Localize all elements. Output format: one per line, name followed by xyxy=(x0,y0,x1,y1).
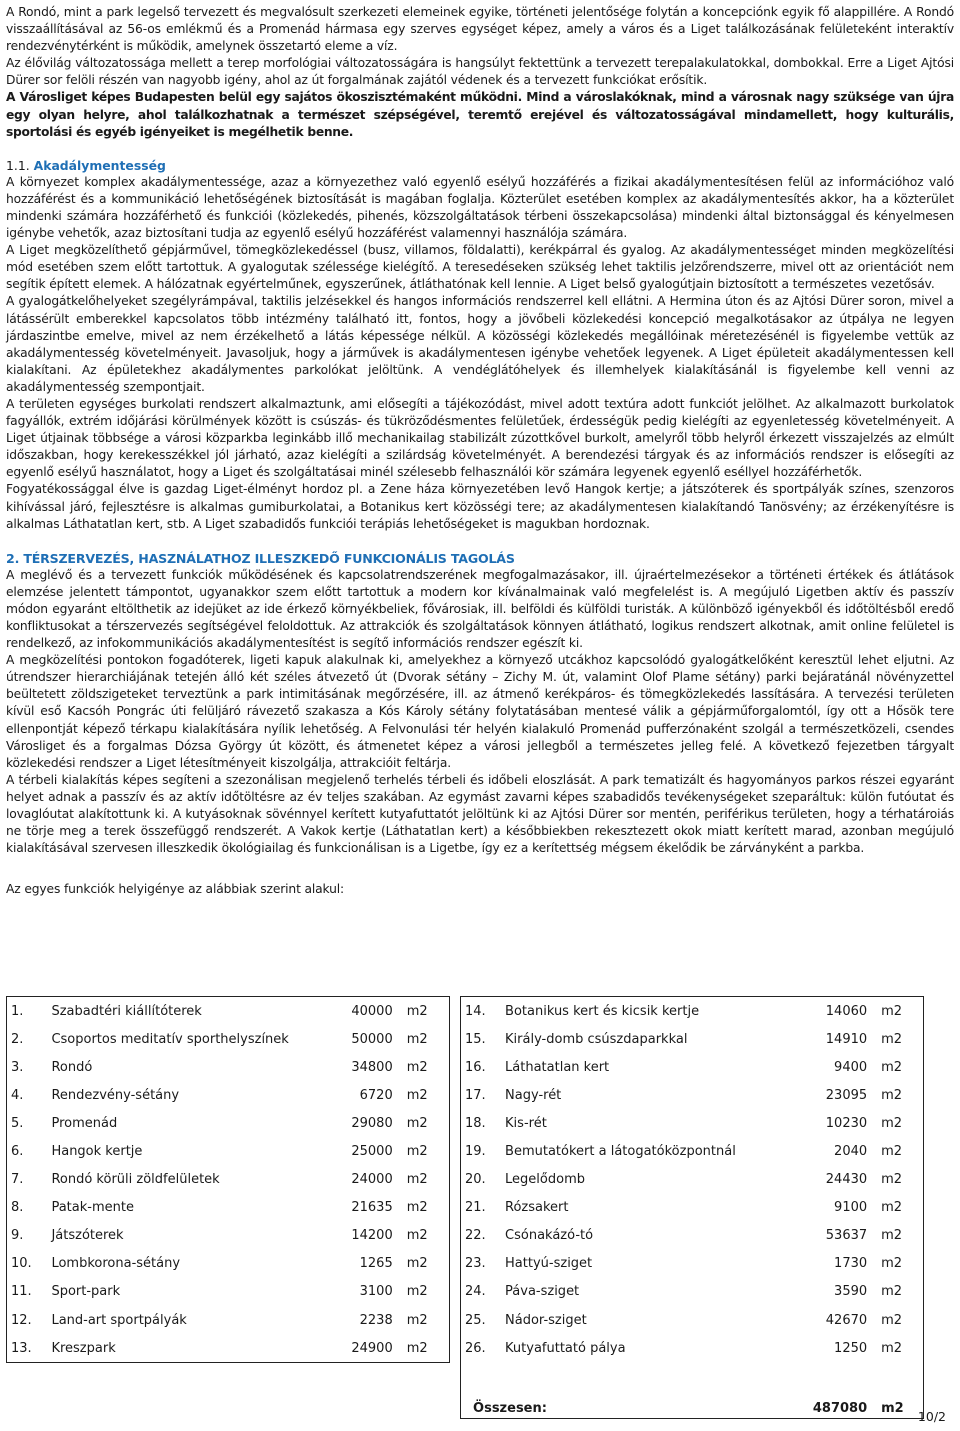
row-value: 3100 xyxy=(359,1284,393,1300)
row-value: 1265 xyxy=(359,1256,393,1272)
row-value: 50000 xyxy=(351,1031,393,1047)
row-unit: m2 xyxy=(406,1115,428,1131)
row-unit: m2 xyxy=(881,1003,903,1019)
row-name: Rendezvény-sétány xyxy=(51,1087,180,1103)
row-value: 6720 xyxy=(359,1087,393,1103)
row-index: 16. xyxy=(465,1059,486,1075)
row-unit: m2 xyxy=(881,1144,903,1160)
row-name: Kutyafuttató pálya xyxy=(505,1340,626,1356)
row-index: 21. xyxy=(465,1200,486,1216)
total-value: 487080 xyxy=(812,1401,868,1417)
row-value: 14200 xyxy=(351,1228,393,1244)
row-value: 24000 xyxy=(351,1172,393,1188)
row-name: Láthatatlan kert xyxy=(505,1059,610,1075)
row-unit: m2 xyxy=(881,1200,903,1216)
row-unit: m2 xyxy=(406,1031,428,1047)
row-value: 14910 xyxy=(825,1031,868,1047)
row-name: Nagy-rét xyxy=(505,1087,562,1103)
row-unit: m2 xyxy=(881,1059,903,1075)
paragraph: A területen egységes burkolati rendszert alkalmaztunk, ami elősegíti a tájékozódást, mivel adott textúra adott funkciót jelölhet. Az alkalmazott burkolatok fagyállók, extrém időjárási körülmények között is csúszás- és tükröződésmentes felületűek, érdességük pedig kielégíti az egyenletesség követelményeit. A Liget útjainak többsége a városi közparkba leginkább illő mechanikailag stabilizált zúzottkővel burkolt, amelyről több helyről érkezett visszajelzés az elmúlt időszakban, hogy kerekesszékkel jól járható, azaz kielégíti a szilárdság követelményét. A berendezési tárgyak és az információs rendszer is elősegíti az egyenlő esélyű használatot, hogy a Liget és szolgáltatásai minél szélesebb felhasználói kör számára legyenek egyenlő eséllyel hozzáférhetők. xyxy=(6,396,954,480)
row-name: Bemutatókert a látogatóközpontnál xyxy=(505,1144,736,1160)
total-label: Összesen: xyxy=(473,1401,547,1417)
row-unit: m2 xyxy=(406,1312,428,1328)
row-name: Lombkorona-sétány xyxy=(51,1256,181,1272)
table-row xyxy=(461,997,924,1026)
row-name: Csónakázó-tó xyxy=(505,1228,594,1244)
section-title: Akadálymentesség xyxy=(33,157,166,173)
table-row xyxy=(461,1334,924,1362)
table-row xyxy=(461,1222,924,1250)
row-index: 20. xyxy=(465,1172,486,1188)
row-name: Király-domb csúszdaparkkal xyxy=(505,1031,688,1047)
row-index: 5. xyxy=(11,1115,24,1131)
table-row xyxy=(7,1306,450,1334)
table-row xyxy=(461,1194,924,1222)
table-row xyxy=(7,1025,450,1053)
table-row xyxy=(7,1334,450,1363)
row-name: Hangok kertje xyxy=(51,1144,143,1160)
row-unit: m2 xyxy=(881,1256,903,1272)
row-unit: m2 xyxy=(406,1059,428,1075)
row-value: 42670 xyxy=(825,1312,868,1328)
row-index: 11. xyxy=(11,1284,32,1300)
area-table-left xyxy=(6,996,450,1363)
bold-sentence-1: A Városliget képes Budapesten belül egy sajátos ökoszisztémaként működni. xyxy=(6,90,522,105)
paragraph: Fogyatékossággal élve is gazdag Liget-élményt hordoz pl. a Zene háza környezetében levő Hangok kertje; a játszóterek és sportpályák színes, szenzoros kihívással járó, fejlesztésre is alkalmas gumiburkolatai, a Botanikus kert közösségi tere; az akadálymentesen kialakítandó Tanösvény; az érzékenyítésre is alkalmas Láthatatlan kert, stb. A Liget szabadidős funkciói terápiás lehetőségeket is magukban hordoznak. xyxy=(6,482,954,531)
row-value: 29080 xyxy=(351,1115,393,1131)
row-value: 34800 xyxy=(351,1059,393,1075)
row-unit: m2 xyxy=(406,1087,428,1103)
table-row xyxy=(461,1109,924,1137)
row-unit: m2 xyxy=(881,1284,903,1300)
table-row xyxy=(7,997,450,1026)
paragraph: A Rondó, mint a park legelső tervezett és megvalósult szerkezeti elemeinek egyike, történeti jelentősége folytán a koncepciónk egyik fő alappillére. A Rondó visszaállításával az 56-os emlékmű és a Promenád hármasa egy szerves egységet képez, amely a város és a Liget találkozásának felületeként interaktív rendezvénytérként is működik, amelynek összetartó eleme a víz. xyxy=(6,5,954,54)
row-index: 7. xyxy=(11,1172,24,1188)
row-value: 25000 xyxy=(351,1144,393,1160)
row-index: 14. xyxy=(465,1003,486,1019)
row-name: Botanikus kert és kicsik kertje xyxy=(505,1003,700,1019)
paragraph: A Liget megközelíthető gépjárművel, tömegközlekedéssel (busz, villamos, földalatti), kerékpárral és gyalog. Az akadálymentességet minden megközelítési mód esetében szem előtt tartottuk. A gyalogutak szélessége kielégítő. A teresedéseken szükség lehet taktilis jelzőrendszerre, mivel ott az orientációt nem segítik épített elemek. A hálózatnak egyértelműnek, egyszerűnek, átláthatónak kell lennie. A Liget belső gyalogútjain biztosított a természetes vezetősáv. xyxy=(6,243,954,292)
row-name: Kis-rét xyxy=(505,1115,547,1131)
row-value: 2238 xyxy=(359,1312,393,1328)
row-unit: m2 xyxy=(406,1003,428,1019)
row-value: 23095 xyxy=(825,1087,868,1103)
row-value: 40000 xyxy=(351,1003,393,1019)
row-index: 17. xyxy=(465,1087,486,1103)
row-index: 23. xyxy=(465,1256,486,1272)
paragraph: A környezet komplex akadálymentessége, azaz a környezethez való egyenlő esélyű hozzáférés a fizikai akadálymentesítésen felül az információhoz való hozzáférést és a kommunikáció lehetőségének biztosítását is magában foglalja. Közterület esetében komplex az akadálymentesítés akkor, ha a közterület mindenki számára hozzáférhető és funkciói (közlekedés, pihenés, közszolgáltatások térbeni összekapcsolása) mindenki által biztonsággal és kényelmesen igénybe vehetők, azaz biztosítani tudja az egyenlő esélyű hozzáférést valamennyi használója számára. xyxy=(6,174,954,241)
row-name: Csoportos meditatív sporthelyszínek xyxy=(51,1031,289,1047)
table-row xyxy=(7,1137,450,1165)
table-row xyxy=(7,1109,450,1137)
section-number: 1.1. xyxy=(6,157,30,173)
row-name: Land-art sportpályák xyxy=(51,1312,187,1328)
row-index: 15. xyxy=(465,1031,486,1047)
table-row xyxy=(461,1081,924,1109)
row-value: 9100 xyxy=(834,1200,868,1216)
row-unit: m2 xyxy=(881,1031,903,1047)
area-table-right xyxy=(460,996,924,1419)
row-value: 14060 xyxy=(825,1003,868,1019)
row-value: 9400 xyxy=(834,1059,868,1075)
total-row xyxy=(461,1362,924,1419)
row-name: Játszóterek xyxy=(51,1228,124,1244)
row-index: 1. xyxy=(11,1003,24,1019)
table-row xyxy=(7,1250,450,1278)
bold-sentence-2: Mind a városlakóknak, mind a városnak nagy szüksége van újra egy olyan helyre, ahol találkozhatnak a természet szépségével, teremtő erejével és változatosságával mindamellett, hogy kulturális, sportolási és egyéb igényeiket is megélhetik benne. xyxy=(6,90,954,139)
table-row xyxy=(461,1025,924,1053)
row-unit: m2 xyxy=(881,1172,903,1188)
row-index: 18. xyxy=(465,1115,486,1131)
row-value: 3590 xyxy=(834,1284,868,1300)
row-unit: m2 xyxy=(881,1312,903,1328)
row-unit: m2 xyxy=(406,1340,428,1356)
document-page xyxy=(6,4,954,898)
paragraph: Az élővilág változatossága mellett a terep morfológiai változatosságára is hangsúlyt fektettünk a tervezett terepalakulatokkal, dombokkal. Erre a Liget Ajtósi Dürer sor felöli részén van nagyobb igény, ahol az út forgalmának zajától védenek és a tervezett funkciókat erősítik. xyxy=(6,56,954,88)
row-unit: m2 xyxy=(881,1228,903,1244)
section-heading-1-1 xyxy=(6,157,954,174)
row-name: Promenád xyxy=(51,1115,118,1131)
row-unit: m2 xyxy=(881,1115,903,1131)
row-index: 13. xyxy=(11,1340,32,1356)
row-value: 1250 xyxy=(834,1340,868,1356)
row-name: Szabadtéri kiállítóterek xyxy=(51,1003,202,1019)
row-index: 4. xyxy=(11,1087,24,1103)
row-value: 10230 xyxy=(825,1115,868,1131)
bold-paragraph xyxy=(6,89,954,140)
table-row xyxy=(461,1137,924,1165)
row-index: 6. xyxy=(11,1144,24,1160)
row-index: 12. xyxy=(11,1312,32,1328)
paragraph: A térbeli kialakítás képes segíteni a szezonálisan megjelenő terhelés térbeli és időbeli eloszlását. A park tematizált és hagyományos parkos részei egyaránt helyet adnak a passzív és az aktív időtöltésre az év teljes szakában. Az egymást zavarni képes szabadidős tevékenységeket szeparáltuk: külön futóutat és lovaglóutat alakítottunk ki. A kutyásoknak sövénnyel kerített kutyafuttatót jelöltünk ki az Ajtósi Dürer sor mentén, periférikus területen, hogy a térhatároiás ne törje meg a terek összefüggő rendszerét. A Vakok kertje (Láthatatlan kert) a későbbiekben rekesztezett okok miatt kerített marad, azonban megújuló kialakításával szervesen illeszkedik ökológiailag és funkcionálisan is a Ligetbe, így ez a kerítettség mégsem ékelődik be zárványként a parkba. xyxy=(6,772,954,856)
table-row xyxy=(7,1278,450,1306)
table-row xyxy=(7,1081,450,1109)
row-index: 8. xyxy=(11,1200,24,1216)
table-intro: Az egyes funkciók helyigénye az alábbiak szerint alakul: xyxy=(6,882,345,897)
row-index: 25. xyxy=(465,1312,486,1328)
row-unit: m2 xyxy=(406,1284,428,1300)
row-unit: m2 xyxy=(406,1228,428,1244)
paragraph: A megközelítési pontokon fogadóterek, ligeti kapuk alakulnak ki, amelyekhez a környező utcákhoz kapcsolódó gyalogátkelőként keresztül lehet eljutni. Az útrendszer hierarchiájának tetején álló két széles átvezető út (Dvorak sétány – Zichy M. út, valamint Olof Plame sétány) parki bejáratánál növényzettel beültetett zöldszigeteket terveztünk a park intimitásának megőrzésére, ill. az átmenő kerékpáros- és tömegközlekedés lassítására. A tervezési területen kívül eső Kacsóh Pongrác úti felüljáró rávezető szakasza a Kós Károly sétány folytatásában mentesé válik a gépjárműforgalomtól, így ott a Hősök tere ellenpontját képező térkapu kialakítására nyílik lehetőség. A Felvonulási tér helyén kialakuló Promenád pufferzónaként szolgál a természetközeli, csendes Városliget és a forgalmas Dózsa György út között, és átmenetet képez a városi jellegből a természetes jelleg felé. A következő fejezetben tárgyalt közlekedési rendszer a Liget létesítményeit kiszolgálja, attrakcióit feltárja. xyxy=(6,653,954,770)
row-value: 2040 xyxy=(834,1144,868,1160)
table-row xyxy=(7,1053,450,1081)
row-name: Rondó xyxy=(51,1059,93,1075)
row-unit: m2 xyxy=(406,1256,428,1272)
table-row xyxy=(7,1194,450,1222)
row-index: 3. xyxy=(11,1059,24,1075)
row-unit: m2 xyxy=(406,1200,428,1216)
row-index: 19. xyxy=(465,1144,486,1160)
row-index: 9. xyxy=(11,1228,24,1244)
paragraph: A meglévő és a tervezett funkciók működésének és kapcsolatrendszerének megfogalmazásakor, ill. újraértelmezésekor a történeti értékek és átlátások elemzése jelentett támpontot, ugyanakkor szem előtt tartottuk a modern kor kívánalmainak való megfelelést is. A megújuló Ligetben aktív és passzív módon egyaránt eltölthetik az idejüket az ide érkező környékbeliek, fővárosiak, ill. belföldi és külföldi turisták. A különböző igényekből és időtöltésből eredő konfliktusokat a térszervezés segítségével feloldottuk. Az attrakciók és szolgáltatások könnyen átlátható, logikus rendszert alkotnak, amit online felületel is rendelkező, az infokommunikációs akadálymentesítést is segítő információs rendszer egészít ki. xyxy=(6,567,954,651)
row-unit: m2 xyxy=(406,1172,428,1188)
page-number: 10/2 xyxy=(917,1409,946,1424)
row-value: 24900 xyxy=(351,1340,393,1356)
row-name: Rondó körüli zöldfelületek xyxy=(51,1172,220,1188)
table-row xyxy=(461,1250,924,1278)
row-index: 2. xyxy=(11,1031,24,1047)
table-row xyxy=(461,1053,924,1081)
row-value: 24430 xyxy=(825,1172,868,1188)
table-row xyxy=(461,1306,924,1334)
row-index: 24. xyxy=(465,1284,486,1300)
table-row xyxy=(461,1278,924,1306)
row-unit: m2 xyxy=(881,1087,903,1103)
row-name: Páva-sziget xyxy=(505,1284,580,1300)
row-unit: m2 xyxy=(406,1144,428,1160)
row-index: 26. xyxy=(465,1340,486,1356)
table-row xyxy=(7,1222,450,1250)
row-index: 22. xyxy=(465,1228,486,1244)
row-name: Rózsakert xyxy=(505,1200,569,1216)
row-name: Patak-mente xyxy=(51,1200,134,1216)
row-value: 1730 xyxy=(834,1256,868,1272)
paragraph: A gyalogátkelőhelyeket szegélyrámpával, taktilis jelzésekkel és hangos információs rendszerrel kell ellátni. A Hermina úton és az Ajtósi Dürer soron, mivel a látássérült emberekkel kapcsolatos több intézmény található itt, fontos, hogy a jövőbeli közlekedési koncepció megalkotásakor az útpálya ne legyen járdaszintbe emelve, mivel az nem érzékelhető a látás képessége nélkül. A közösségi közlekedés megállóinak méretezésénél is figyelembe vettük az akadálymentesség követelményeit. Javasoljuk, hogy a járművek is akadálymentesen igénybe vehetőek legyenek. A Liget épületeit akadálymentessen kell kialakítani. Az épületekhez akadálymentes parkolókat jelöltünk. A vendéglátóhelyek és illemhelyek kialakításánál is figyelembe kell venni az akadálymentesség szempontjait. xyxy=(6,294,954,394)
row-name: Hattyú-sziget xyxy=(505,1256,593,1272)
total-unit: m2 xyxy=(881,1401,904,1417)
section-heading-2: 2. TÉRSZERVEZÉS, HASZNÁLATHOZ ILLESZKEDŐ FUNKCIONÁLIS TAGOLÁS xyxy=(6,550,515,566)
row-name: Legelődomb xyxy=(505,1172,585,1188)
row-value: 21635 xyxy=(351,1200,393,1216)
row-name: Sport-park xyxy=(51,1284,121,1300)
row-name: Nádor-sziget xyxy=(505,1312,587,1328)
row-index: 10. xyxy=(11,1256,32,1272)
table-row xyxy=(461,1166,924,1194)
row-name: Kreszpark xyxy=(51,1340,116,1356)
row-unit: m2 xyxy=(881,1340,903,1356)
row-value: 53637 xyxy=(825,1228,868,1244)
table-row xyxy=(7,1166,450,1194)
